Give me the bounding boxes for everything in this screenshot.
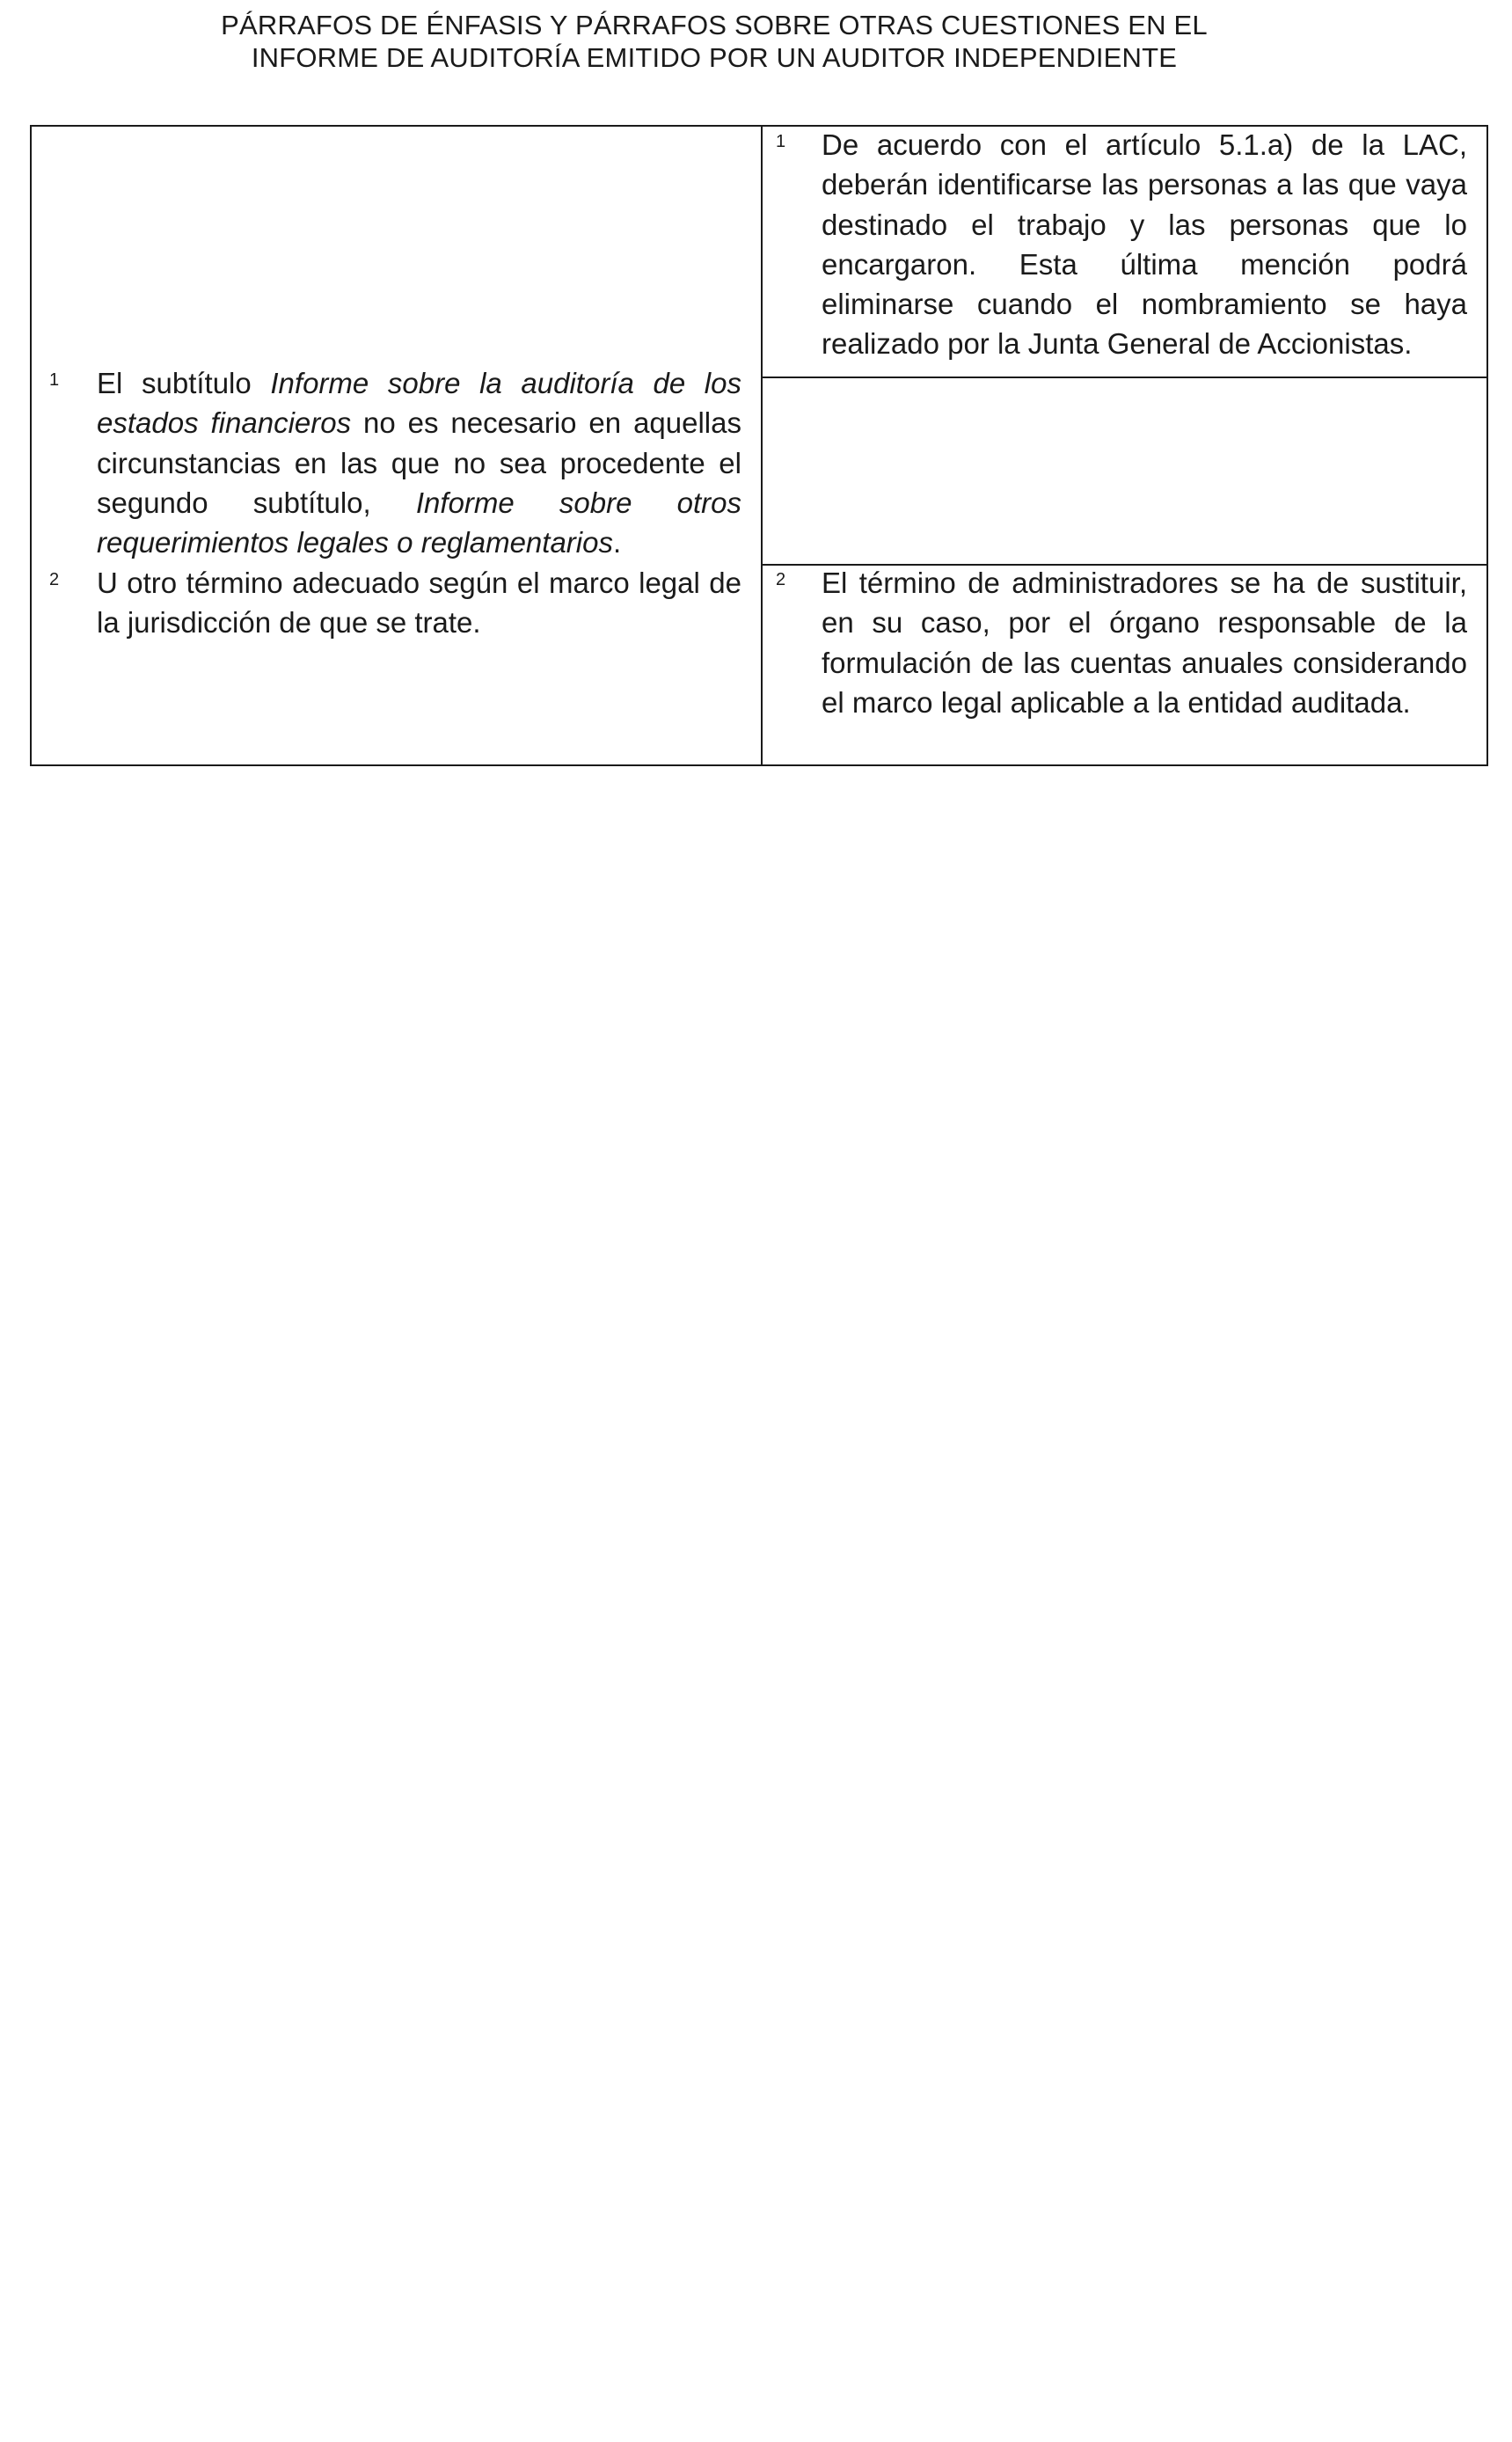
- footnote-text: El subtítulo: [97, 367, 271, 399]
- column-divider: [761, 127, 763, 764]
- footnote-text: .: [612, 526, 622, 559]
- right-footnote-2: El término de administradores se ha de sustituir, en su caso, por el órgano responsable de la formulación de las cuentas anuales considerando el marco legal aplicable a la entidad auditada.: [822, 567, 1467, 719]
- footnote-number: 1: [49, 370, 60, 390]
- footnote-number: 1: [776, 132, 786, 151]
- left-footnote-2: U otro término adecuado según el marco legal de la jurisdicción de que se trate.: [97, 567, 741, 640]
- header-line-2: INFORME DE AUDITORÍA EMITIDO POR UN AUDITOR INDEPENDIENTE: [251, 42, 1178, 73]
- row-divider-right-1: [761, 377, 1486, 378]
- header-line-1: PÁRRAFOS DE ÉNFASIS Y PÁRRAFOS SOBRE OTRAS CUESTIONES EN EL: [221, 10, 1208, 40]
- right-footnote-1: De acuerdo con el artículo 5.1.a) de la LAC, deberán identificarse las personas a las que vaya destinado el trabajo y las personas que lo encargaron. Esta última mención podrá eliminarse cuando el nombramiento se haya realizado por la Junta General de Accionistas.: [822, 128, 1467, 361]
- footnote-italic-title: Informe sobre otros requerimientos legales o reglamentarios: [97, 486, 741, 559]
- footnote-text: no es necesario en aquellas circunstancias en las que no sea procedente el segundo subtítulo,: [97, 406, 741, 519]
- left-footnote-1: [97, 363, 741, 562]
- footnote-italic-title: Informe sobre la auditoría de los estados financieros: [97, 367, 741, 440]
- footnotes-table: [30, 125, 1488, 766]
- footnote-number: 2: [776, 570, 786, 589]
- footnote-number: 2: [49, 570, 60, 589]
- document-header: [0, 9, 1428, 74]
